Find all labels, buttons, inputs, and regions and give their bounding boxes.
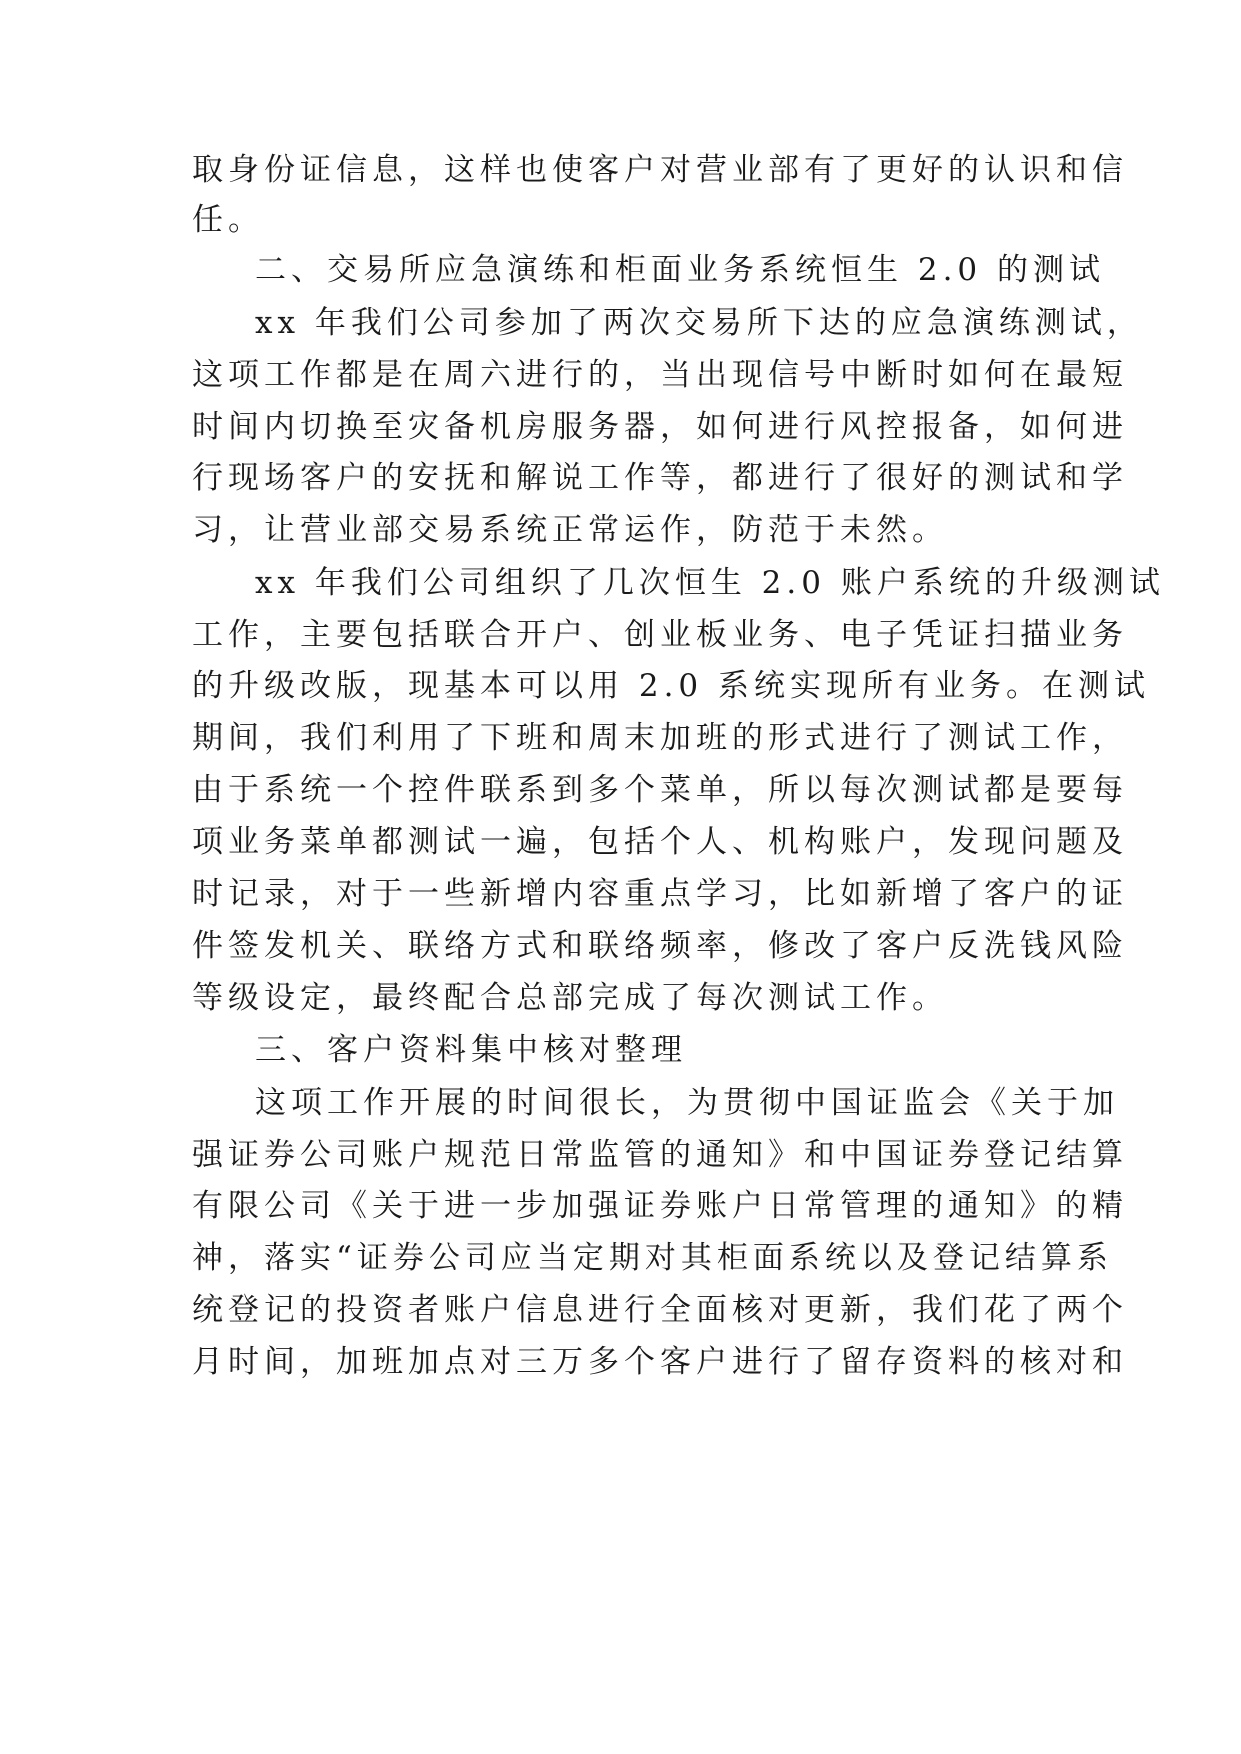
text-line-15: 时记录，对于一些新增内容重点学习，比如新增了客户的证 (192, 876, 1128, 912)
text-line-4: xx 年我们公司参加了两次交易所下达的应急演练测试， (255, 305, 1143, 341)
text-line-5: 这项工作都是在周六进行的，当出现信号中断时如何在最短 (192, 357, 1128, 393)
text-line-17: 等级设定，最终配合总部完成了每次测试工作。 (192, 980, 948, 1016)
text-line-8: 习，让营业部交易系统正常运作，防范于未然。 (192, 512, 948, 548)
text-line-23: 统登记的投资者账户信息进行全面核对更新，我们花了两个 (192, 1292, 1128, 1328)
text-line-1: 取身份证信息，这样也使客户对营业部有了更好的认识和信 (192, 152, 1128, 188)
text-line-21: 有限公司《关于进一步加强证券账户日常管理的通知》的精 (192, 1188, 1128, 1224)
text-line-20: 强证券公司账户规范日常监管的通知》和中国证券登记结算 (192, 1137, 1128, 1173)
text-line-19: 这项工作开展的时间很长，为贯彻中国证监会《关于加 (255, 1085, 1119, 1121)
text-line-10: 工作，主要包括联合开户、创业板业务、电子凭证扫描业务 (192, 617, 1128, 653)
text-line-14: 项业务菜单都测试一遍，包括个人、机构账户，发现问题及 (192, 824, 1128, 860)
text-line-7: 行现场客户的安抚和解说工作等，都进行了很好的测试和学 (192, 460, 1128, 496)
text-line-22: 神，落实“证券公司应当定期对其柜面系统以及登记结算系 (192, 1240, 1113, 1276)
text-line-16: 件签发机关、联络方式和联络频率，修改了客户反洗钱风险 (192, 928, 1128, 964)
text-line-12: 期间，我们利用了下班和周末加班的形式进行了测试工作， (192, 720, 1128, 756)
text-line-11: 的升级改版，现基本可以用 2.0 系统实现所有业务。在测试 (192, 668, 1151, 704)
section-heading-2: 二、交易所应急演练和柜面业务系统恒生 2.0 的测试 (255, 252, 1106, 288)
text-line-13: 由于系统一个控件联系到多个菜单，所以每次测试都是要每 (192, 772, 1128, 808)
text-line-6: 时间内切换至灾备机房服务器，如何进行风控报备，如何进 (192, 409, 1128, 445)
text-line-2: 任。 (192, 202, 264, 238)
text-line-9: xx 年我们公司组织了几次恒生 2.0 账户系统的升级测试 (255, 565, 1165, 601)
text-line-24: 月时间，加班加点对三万多个客户进行了留存资料的核对和 (192, 1344, 1128, 1380)
section-heading-3: 三、客户资料集中核对整理 (255, 1032, 687, 1068)
